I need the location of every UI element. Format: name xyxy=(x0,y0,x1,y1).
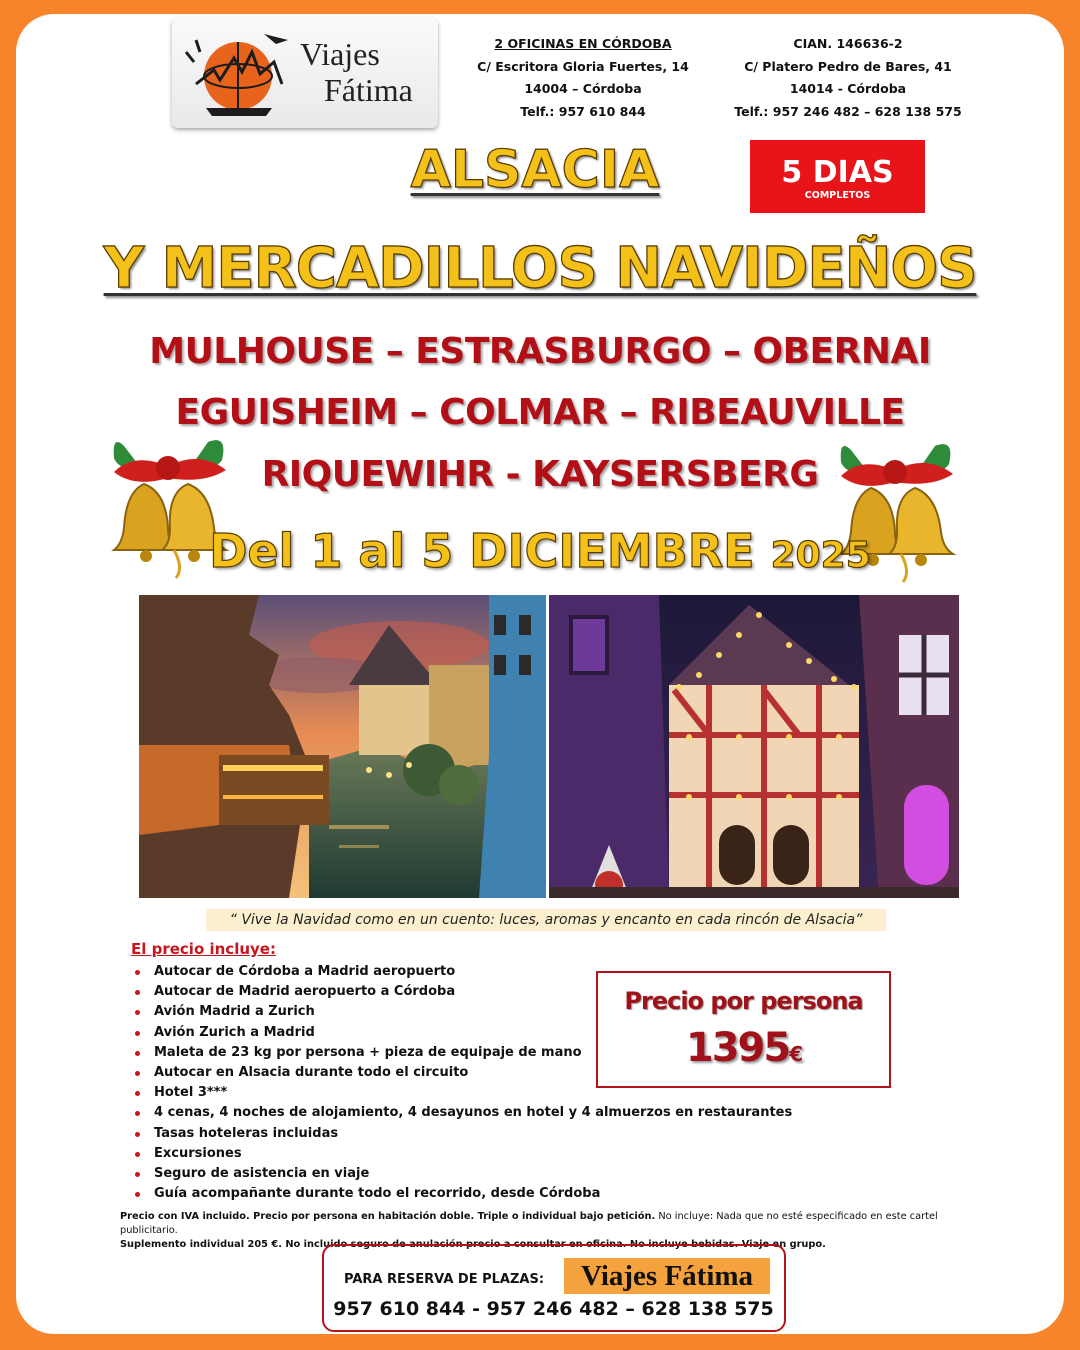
office-2 xyxy=(728,33,968,123)
list-item: 4 cenas, 4 noches de alojamiento, 4 desayunos en hotel y 4 almuerzos en restaurantes xyxy=(131,1103,792,1123)
price-value: 1395 xyxy=(685,1025,790,1071)
globe-icon xyxy=(176,22,300,122)
price-currency: € xyxy=(789,1042,802,1066)
list-item: Seguro de asistencia en viaje xyxy=(131,1164,792,1184)
price-box xyxy=(596,971,891,1088)
office-1-phone[interactable]: Telf.: 957 610 844 xyxy=(520,103,646,119)
office-1-address: C/ Escritora Gloria Fuertes, 14 xyxy=(477,58,689,74)
cities-line-2: EGUISHEIM – COLMAR – RIBEAUVILLE xyxy=(175,392,905,433)
duration-main: 5 DIAS xyxy=(781,155,894,190)
list-item: Avión Madrid a Zurich xyxy=(131,1002,792,1022)
list-item: Maleta de 23 kg por persona + pieza de equipaje de mano xyxy=(131,1043,792,1063)
list-item: Avión Zurich a Madrid xyxy=(131,1023,792,1043)
page-title: ALSACIA xyxy=(410,140,660,200)
fine-print-normal-1: No incluye: Nada que no esté especificado en este cartel publicitario. xyxy=(120,1211,938,1236)
flyer-card xyxy=(16,14,1064,1334)
list-item: Hotel 3*** xyxy=(131,1083,792,1103)
office-2-address: C/ Platero Pedro de Bares, 41 xyxy=(744,58,952,74)
includes-heading: El precio incluye: xyxy=(131,940,276,958)
travel-dates-main: Del 1 al 5 DICIEMBRE xyxy=(209,524,755,578)
reservation-brand: Viajes Fátima xyxy=(564,1258,770,1294)
office-1 xyxy=(466,33,700,123)
cities-line-3: RIQUEWIHR - KAYSERSBERG xyxy=(261,454,819,495)
list-item: Excursiones xyxy=(131,1144,792,1164)
office-2-heading: CIAN. 146636-2 xyxy=(793,36,903,51)
travel-dates-year: 2025 xyxy=(770,535,871,576)
list-item: Tasas hoteleras incluidas xyxy=(131,1124,792,1144)
brand-logo[interactable] xyxy=(172,18,438,128)
reservation-phones[interactable]: 957 610 844 - 957 246 482 – 628 138 575 xyxy=(333,1298,774,1320)
tagline-quote: “ Vive la Navidad como en un cuento: luces, aromas y encanto en cada rincón de Alsacia” xyxy=(206,909,886,931)
reservation-label: PARA RESERVA DE PLAZAS: xyxy=(344,1272,545,1287)
list-item: Guía acompañante durante todo el recorrido, desde Córdoba xyxy=(131,1184,792,1204)
office-2-city: 14014 - Córdoba xyxy=(789,81,907,96)
cities-line-1: MULHOUSE – ESTRASBURGO – OBERNAI xyxy=(149,331,931,372)
fine-print-bold-2: Suplemento individual 205 €. No incluido seguro de anulación precio a consultar en oficina. No incluye bebidas. Viaje en grupo. xyxy=(120,1239,826,1250)
duration-badge xyxy=(750,140,925,213)
office-2-phone[interactable]: Telf.: 957 246 482 – 628 138 575 xyxy=(734,103,962,119)
fine-print-bold-1: Precio con IVA incluido. Precio por persona en habitación doble. Triple o individual bajo petición. xyxy=(120,1211,656,1222)
duration-sub: COMPLETOS xyxy=(804,190,871,201)
office-1-city: 14004 – Córdoba xyxy=(524,81,642,96)
page-subtitle: Y MERCADILLOS NAVIDEÑOS xyxy=(103,236,977,301)
photo-colmar-canal xyxy=(139,595,546,898)
price-label: Precio por persona xyxy=(624,987,863,1015)
list-item: Autocar de Madrid aeropuerto a Córdoba xyxy=(131,982,792,1002)
photo-timbered-house xyxy=(549,595,959,898)
list-item: Autocar de Córdoba a Madrid aeropuerto xyxy=(131,962,792,982)
brand-name xyxy=(300,36,413,108)
reservation-box xyxy=(322,1244,786,1332)
price-amount xyxy=(598,1025,889,1071)
brand-line2: Fátima xyxy=(324,72,413,108)
office-1-heading: 2 OFICINAS EN CÓRDOBA xyxy=(494,36,672,51)
brand-line1: Viajes xyxy=(300,36,380,72)
list-item: Autocar en Alsacia durante todo el circuito xyxy=(131,1063,792,1083)
travel-dates xyxy=(16,524,1064,578)
